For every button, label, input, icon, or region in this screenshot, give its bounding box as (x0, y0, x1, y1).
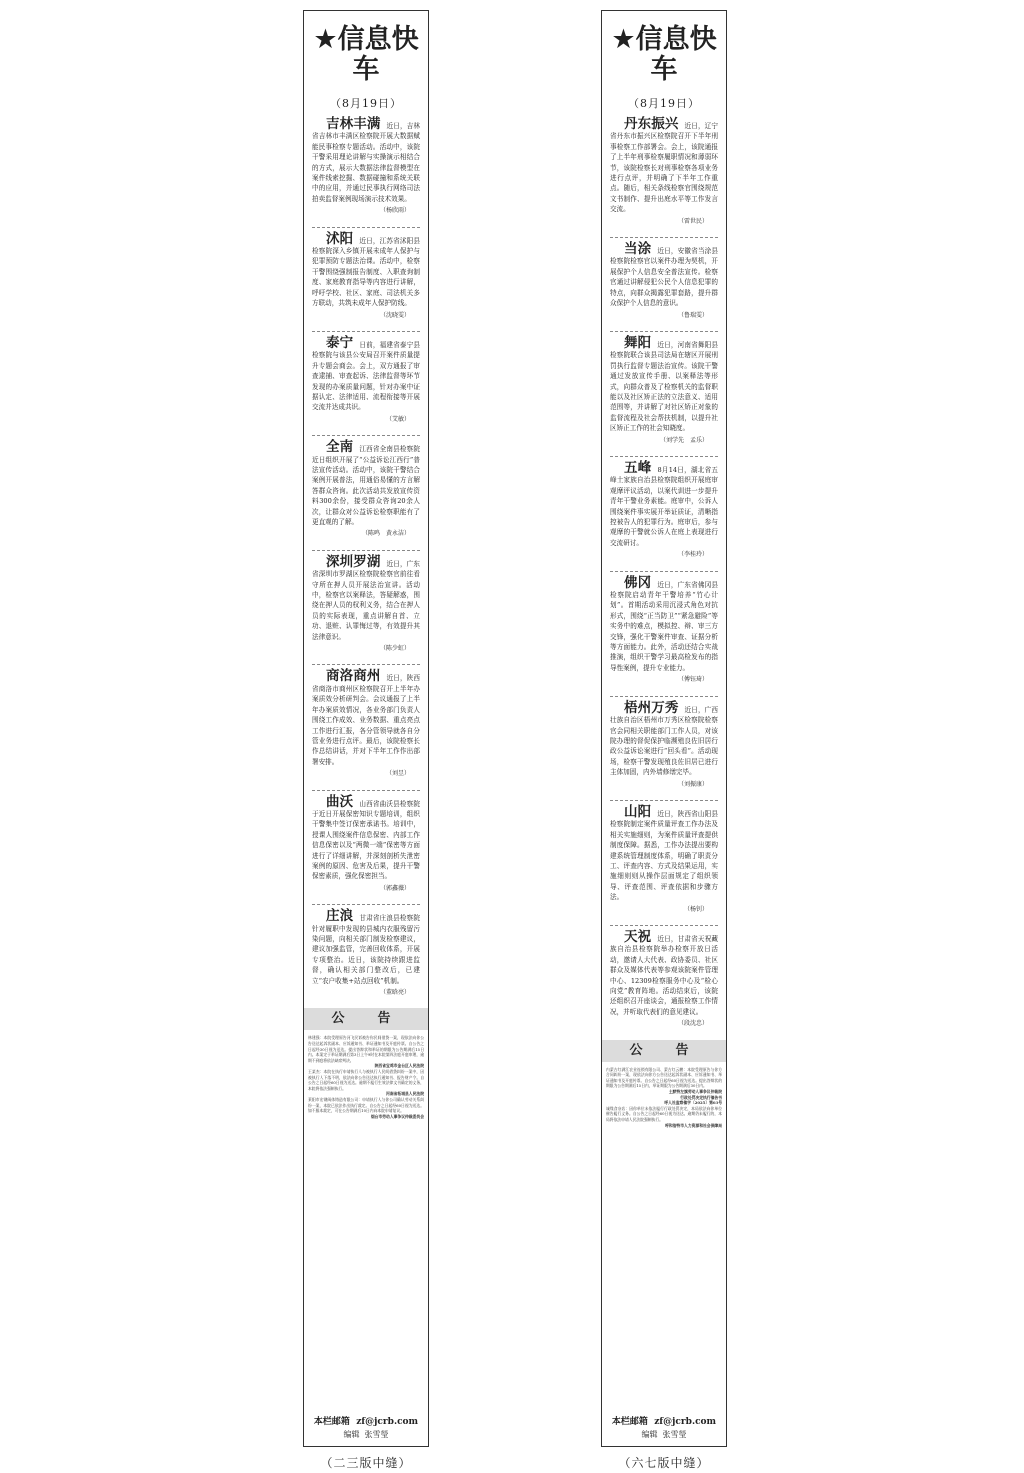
notice-paragraph: 诚缘食杂店：因你单位未依法履行行政处罚决定，本局依法向你单位催告履行义务。自公告之日起经60日视为送达。逾期仍未履行的，本局将依法申请人民法院强制执行。 (606, 1105, 722, 1122)
notice-paragraph: 呼和浩特市人力资源和社会保障局 (665, 1122, 722, 1128)
page-caption: （六七版中缝） (618, 1456, 710, 1470)
editor-name: 张雪瑩 (662, 1430, 687, 1439)
news-text: 近日，江苏省沭阳县检察院深入乡镇开展未成年人保护与犯罪预防专题法治课。活动中，检察干警围绕强制报告制度、入职查询制度、家庭教育指导等内容进行讲解，呼吁学校、社区、家庭、司法机关多方联动，共筑未成年人保护防线。 (312, 236, 421, 308)
news-place: 深圳罗湖 (326, 553, 381, 570)
news-author: （刘学先 孟乐） (659, 436, 708, 444)
news-place: 庄浪 (326, 908, 354, 925)
column-footer (304, 1414, 428, 1440)
news-text: 甘肃省庄浪县检察院针对履职中发现的县城内衣服残留污染问题，向相关部门制发检察建议，建议加强监管，完善回收体系，开展专项整治。近日，该院持续跟进监督，确认相关部门整改后，已建立“农户收集+站点回收”机制。 (312, 914, 421, 985)
news-item (312, 908, 421, 998)
news-text: 8月14日，湖北省五峰土家族自治县检察院组织开展庭审观摩评议活动，以案代训进一步提升青年干警业务素能。庭审中，公诉人围绕案件事实展开举证质证，清晰指控被告人的犯罪行为。庭审后，参与观摩的干警就公诉人在庭上表现进行交流研讨。 (610, 465, 718, 547)
news-place: 曲沃 (326, 793, 354, 810)
divider (312, 790, 420, 791)
page-caption: （二三版中缝） (320, 1456, 412, 1470)
news-author: （鲁瑞雯） (677, 311, 708, 319)
news-place: 吉林丰满 (326, 116, 381, 132)
news-text: 近日，陕西省商洛市商州区检察院召开上半年办案质效分析研判会。会议通报了上半年办案质效情况，各业务部门负责人围绕工作成效、业务数据、重点亮点工作进行汇报，各分管领导就各自分管业务进行点评。最后，该院检察长作总结讲话，并对下半年工作作出部署安排。 (312, 674, 420, 766)
notice-paragraph: 行政处罚决定执行催告书 (680, 1094, 722, 1100)
notice-paragraph: 林建强：本院受理原告河飞民诉被告你民间借贷一案，现依法向你公告送达起诉状副本、应诉通知书、举证通知书及开庭传票。自公告之日起经30日视为送达。提出答辩状和举证的期限为公告期满后15日内。本案定于举证期满后第3日上午9时在本院第四法庭开庭审理，逾期不到庭将依法缺席判决。 (308, 1035, 424, 1063)
news-text: 近日，甘肃省天祝藏族自治县检察院举办检察开放日活动，邀请人大代表、政协委员、社区群众及媒体代表等参观该院案件管理中心、12309检察服务中心及“检心向党”教育阵地。活动结束后，该院还组织召开座谈会，通报检察工作情况，并听取代表们的意见建议。 (610, 935, 719, 1016)
notice-paragraph: 王某杰：本院在执行申请执行人与被执行人民间借贷纠纷一案中，因被执行人下落不明，依法向你公告送达执行通知书、报告财产令。自公告之日起经60日视为送达。逾期不履行生效法律文书确定的义务，本院将依法强制执行。 (308, 1069, 424, 1091)
news-place: 商洛商州 (326, 668, 381, 685)
column-title: ★信息快车 (611, 24, 717, 85)
divider (610, 237, 718, 238)
news-item (312, 668, 420, 779)
column-left (303, 10, 429, 1447)
column-right (601, 10, 727, 1447)
news-text: 山西省曲沃县检察院于近日开展保密知识专题培训，组织干警集中签订保密承诺书。培训中，授课人围绕案件信息保密、内部工作信息保密以及“两微一端”保密等方面进行了详细讲解，并深刻剖析失泄密案例的原因、危害及后果，提升干警保密素质，强化保密担当。 (312, 799, 421, 881)
news-author: （杨欣雨） (379, 207, 410, 215)
news-place: 沭阳 (326, 230, 354, 247)
column-date: （8月19日） (330, 97, 402, 110)
news-place: 佛冈 (624, 574, 652, 591)
column-date: （8月19日） (628, 97, 700, 110)
editor-label: 编辑 (641, 1430, 658, 1439)
mail-address[interactable]: zf@jcrb.com (356, 1417, 419, 1427)
notice-paragraph: 陕西省宝鸡市金台区人民法院 (374, 1063, 424, 1069)
news-author: （沈晓雯） (379, 311, 410, 319)
news-item (312, 116, 420, 217)
news-place: 当涂 (624, 241, 652, 258)
news-author: （傅钰琦） (677, 676, 708, 684)
mail-label: 本栏邮箱 (313, 1417, 350, 1427)
news-author: （艾敏） (385, 415, 410, 423)
notice-header: 公 告 (304, 1008, 428, 1030)
news-author: （李桂玲） (677, 551, 708, 559)
news-place: 五峰 (624, 459, 652, 476)
divider (312, 227, 420, 228)
divider (312, 904, 420, 905)
divider (610, 571, 718, 572)
news-text: 近日，吉林省吉林市丰满区检察院开展大数据赋能民事检察专题活动。活动中，该院干警采用理论讲解与实操演示相结合的方式，展示大数据法律监督模型在案件线索挖掘、数据碰撞和系统关联中的应用，并通过民事执行网络司法拍卖监督案例现场演示技术效果。 (312, 122, 420, 203)
divider (610, 331, 718, 332)
divider (610, 696, 718, 697)
news-author: （雷世民） (677, 217, 708, 225)
notice-paragraph: 河南省柘城县人民法院 (386, 1091, 424, 1097)
notice-paragraph: 土默特左旗劳动人事争议仲裁院 (668, 1089, 722, 1095)
news-item (610, 803, 719, 915)
news-text: 近日，安徽省当涂县检察院检察官以案件办理为契机，开展保护个人信息安全普法宣传。检察官通过讲解侵犯公民个人信息犯罪的特点，向群众揭露犯罪套路，提升群众保护个人信息的意识。 (610, 247, 719, 308)
divider (312, 664, 420, 665)
notice-paragraph: 内蒙古红满江农业连锁有限公司、蒙古红云鹏：本院受理原告与你方合同纠纷一案，现依法向你方公告送达起诉状副本、应诉通知书、举证通知书及开庭传票。自公告之日起经60日视为送达。提出答辩状的期限为公告期满后15日内，举证期限为公告期满后30日内。 (606, 1066, 722, 1089)
news-author: （郭鑫薇） (379, 884, 410, 892)
news-item (312, 230, 421, 321)
news-place: 丹东振兴 (624, 116, 679, 132)
news-text: 近日，广东省深圳市罗湖区检察院检察官前往看守所在押人员开展法治宣讲。活动中，检察官以案释法，答疑解惑，围绕在押人员的权利义务，结合在押人员的实际表现，重点讲解自首、立功、退赃、认罪悔过等，有效提升其法律意识。 (312, 559, 420, 641)
news-item (312, 793, 421, 895)
notice-paragraph: 莱阳市宏钢阀体铸造有限公司：申请执行人与你公司确认劳动关系纠纷一案，本院已依法作出执行裁定。自公告之日起经60日视为送达。如不服本裁定，可在公告期满后10日内向本院申请复议。 (308, 1096, 424, 1114)
news-author: （刘昱） (385, 770, 410, 778)
divider (610, 456, 718, 457)
notice-paragraph: 呼人社监察催字〔2025〕第03号 (664, 1100, 722, 1106)
news-text: 近日，广东省佛冈县检察院启动青年干警培养“竹心计划”。首期活动采用沉浸式角色对抗形式，围绕“正当防卫”“紧急避险”等实务中的难点，模拟控、辩、审三方交锋，强化干警案件审查、证据分析等方面能力。此外，活动还结合实战推演，组织干警学习最高检发布的指导性案例，提升专业能力。 (610, 580, 719, 672)
editor-label: 编辑 (343, 1430, 360, 1439)
news-author: （陈鸣 黄永洁） (361, 530, 410, 538)
divider (312, 550, 420, 551)
news-place: 天祝 (624, 929, 652, 945)
news-author: （董晗亮） (379, 989, 410, 997)
mail-label: 本栏邮箱 (611, 1417, 648, 1427)
column-title: ★信息快车 (313, 24, 419, 85)
notice-body (606, 1067, 722, 1129)
news-item (610, 929, 719, 1030)
news-text: 近日，广西壮族自治区梧州市万秀区检察院检察官会同相关职能部门工作人员，对该院办理的督促保护临濒殖良佐旧居行政公益诉讼案进行“回头看”。活动现场，检察干警发现殖良佐旧居已进行主体加固，内外墙修缮完毕。 (610, 705, 718, 777)
news-place: 山阳 (624, 803, 652, 820)
news-list (304, 116, 428, 998)
news-item (610, 241, 719, 321)
news-item (610, 699, 718, 790)
news-item (312, 439, 421, 540)
news-place: 梧州万秀 (624, 699, 679, 716)
news-item (610, 334, 719, 446)
divider (610, 925, 718, 926)
column-footer (602, 1414, 726, 1440)
news-place: 全南 (326, 439, 354, 456)
divider (312, 331, 420, 332)
notice-header: 公 告 (602, 1040, 726, 1062)
news-item (610, 116, 718, 227)
news-place: 舞阳 (624, 334, 652, 351)
editor-name: 张雪瑩 (364, 1430, 389, 1439)
divider (610, 800, 718, 801)
news-text: 日前，福建省泰宁县检察院与该县公安局召开案件质量提升专题会商会。会上，双方通报了审查逮捕、审查起诉、法律监督等环节发现的办案质量问题，针对办案中证据认定、法律适用、流程衔接等开展交流并达成共识。 (312, 340, 421, 412)
news-item (610, 574, 719, 686)
news-item (312, 553, 420, 655)
notice-paragraph: 烟台市劳动人事争议仲裁委员会 (370, 1113, 424, 1119)
news-text: 近日，河南省舞阳县检察院联合该县司法局在辖区开展刑罚执行监督专题法治宣传。该院干警通过发放宣传手册、以案释法等形式，向群众普及了检察机关的监督职能以及社区矫正法的立法意义、适用范围等，并讲解了对社区矫正对象的监督流程及社会帮扶机制，以提升社区矫正工作的社会知晓度。 (610, 340, 719, 433)
news-item (312, 334, 421, 425)
news-place: 泰宁 (326, 334, 354, 351)
news-text: 江西省全南县检察院近日组织开展了“公益诉讼江西行”普法宣传活动。活动中，该院干警结合案例开展普法，用通俗易懂的方言解答群众咨询。此次活动共发放宣传资料300余份，接受群众咨询20余人次，让群众对公益诉讼检察职能有了更直观的了解。 (312, 445, 421, 526)
notice-body (308, 1035, 424, 1119)
news-item (610, 459, 718, 561)
news-author: （杨钊） (683, 905, 708, 913)
news-author: （刘振康） (677, 780, 708, 788)
divider (312, 435, 420, 436)
news-author: （陈少虹） (379, 645, 410, 653)
news-text: 近日，辽宁省丹东市振兴区检察院召开下半年刑事检察工作部署会。会上，该院通报了上半年刑事检察履职情况和薄弱环节，该院检察长对刑事检察各项业务进行点评，并明确了下半年工作重点。随后，相关条线检察官围绕规范文书制作、提升出庭水平等工作发言交流。 (610, 122, 718, 214)
news-list (602, 116, 726, 1030)
news-author: （段沈忠） (677, 1020, 708, 1028)
mail-address[interactable]: zf@jcrb.com (654, 1417, 717, 1427)
news-text: 近日，陕西省山阳县检察院制定案件质量评查工作办法及相关实施细则，为案件质量评查提供制度保障。据悉，工作办法提出要构建系统管理制度体系，明确了职责分工、评查内容、方式及结果运用，实施细则则从操作层面规定了组织领导、评查范围、评查依据和步骤方法。 (610, 809, 719, 902)
